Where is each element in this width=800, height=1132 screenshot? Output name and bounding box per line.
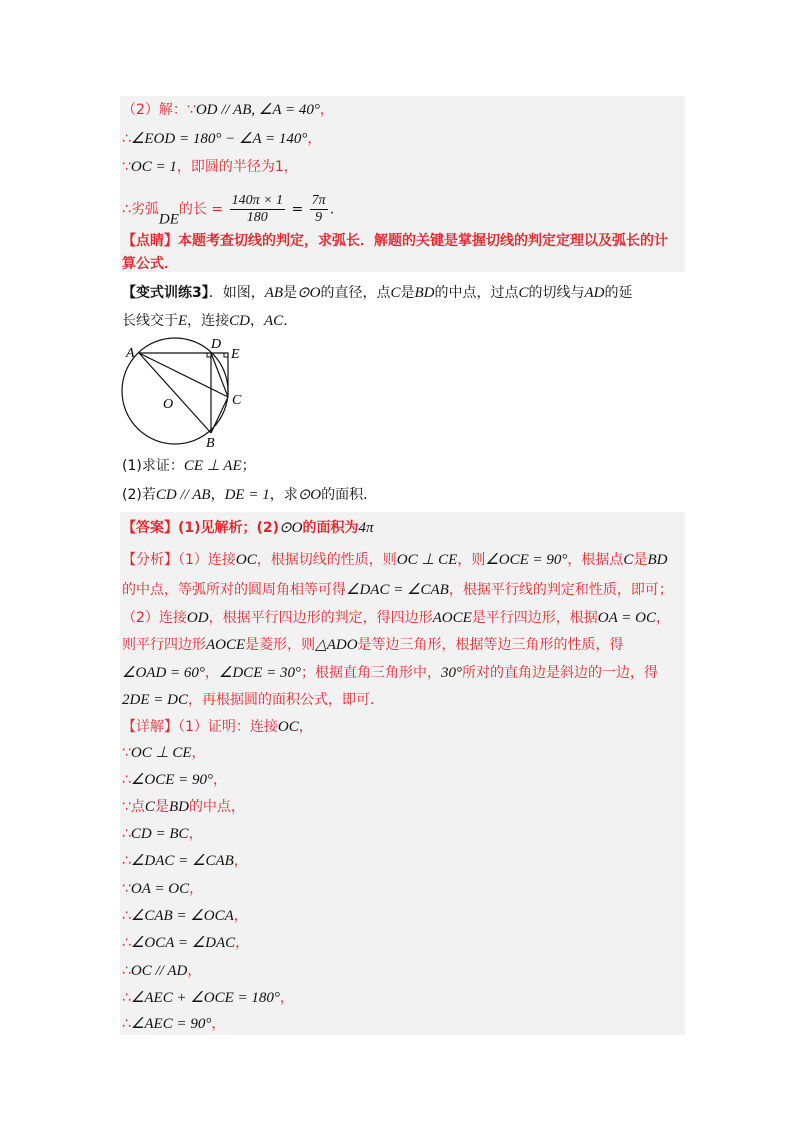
math-expression: 2DE = DC (122, 692, 188, 708)
label-d: D (211, 337, 222, 352)
text-segment: ，求 (269, 487, 298, 503)
text-segment: 的切线与 (528, 285, 585, 301)
text-segment: ， (307, 131, 322, 147)
math-expression: OC = 1 (130, 159, 177, 175)
text-line (122, 824, 203, 844)
math-expression: OC (277, 719, 299, 735)
text-segment: 是 (633, 552, 648, 568)
text-segment: ，根据平行线的判定和性质，即可； (448, 582, 673, 598)
text-segment: ， (188, 826, 203, 842)
text-segment: ∴ (122, 1016, 131, 1032)
text-segment: ，即圆的半径为1， (176, 159, 298, 175)
text-line (122, 635, 624, 655)
text-segment: ， (655, 610, 670, 626)
circle-o (122, 338, 228, 444)
text-segment: ， (211, 1016, 226, 1032)
fraction (310, 193, 328, 226)
text-line (122, 129, 321, 149)
math-expression: BD (647, 552, 668, 568)
fraction (230, 193, 285, 226)
text-segment: ， (210, 487, 225, 503)
text-segment: ， (233, 908, 248, 924)
text-line (122, 550, 667, 570)
text-segment: ，连接 (187, 313, 230, 329)
geometry-figure (118, 334, 248, 454)
text-segment: ∴ (122, 131, 131, 147)
text-segment: ∵点 (122, 799, 145, 815)
text-segment: ，根据点 (567, 552, 624, 568)
text-line (122, 933, 249, 953)
math-expression: C (144, 799, 155, 815)
text-segment: 的中点，过点 (434, 285, 519, 301)
math-expression: AB (264, 285, 284, 301)
math-expression: ∠DCE = 30° (218, 665, 301, 681)
text-segment: ∴劣弧 (122, 201, 159, 218)
math-expression: CD (229, 313, 251, 329)
text-line (122, 906, 248, 926)
text-segment: 的长 = (178, 201, 228, 218)
text-line (122, 717, 313, 737)
text-segment: ∴ (122, 908, 131, 924)
text-segment: ∴ (122, 963, 131, 979)
math-expression: ∠OCA = ∠DAC (130, 935, 236, 951)
text-segment: ∴ (122, 853, 131, 869)
text-segment: （2）解：∵ (122, 102, 196, 118)
math-expression: C (518, 285, 529, 301)
text-line (122, 157, 298, 177)
math-expression: DE = 1 (224, 487, 270, 503)
text-line (122, 608, 670, 628)
math-expression: ∠OAD = 60° (122, 665, 205, 681)
fraction-denominator: 180 (246, 210, 268, 225)
text-segment: 【变式训练3】 (122, 285, 209, 301)
label-o: O (163, 397, 174, 412)
text-segment: ， (235, 935, 250, 951)
text-line (122, 961, 201, 981)
text-segment: = (287, 201, 308, 218)
text-segment: ．如图， (208, 285, 265, 301)
text-segment: 是 (400, 285, 415, 301)
text-line (122, 690, 384, 710)
math-expression: ∠OCE = 90° (130, 772, 213, 788)
math-expression: AOCE (432, 610, 472, 626)
text-segment: ， (233, 853, 248, 869)
fraction-numerator: 140π × 1 (231, 193, 284, 208)
math-expression: ∠AEC = 90° (130, 1016, 212, 1032)
text-segment: ， (187, 963, 202, 979)
text-segment: 【详解】（1）证明：连接 (122, 719, 278, 735)
text-line (122, 797, 245, 817)
text-line (122, 663, 658, 683)
math-expression: OA = OC (597, 610, 656, 626)
text-line (122, 311, 297, 331)
label-c: C (232, 393, 242, 408)
text-segment: 长线交于 (122, 313, 178, 329)
text-line (122, 580, 673, 600)
math-expression: ∠AEC + ∠OCE = 180° (130, 990, 280, 1006)
text-segment: 是菱形，则 (245, 637, 316, 653)
text-segment: ∴ (122, 935, 131, 951)
label-a: A (126, 346, 135, 361)
math-expression: OC (235, 552, 257, 568)
text-line (122, 231, 668, 251)
math-expression: BD (168, 799, 189, 815)
text-line (122, 485, 377, 505)
math-expression: E (178, 313, 188, 329)
text-segment: ． (283, 313, 298, 329)
text-line (122, 770, 227, 790)
text-line (122, 851, 248, 871)
math-expression: OA = OC (130, 881, 190, 897)
text-segment: ， (213, 772, 227, 788)
math-expression: ∠OCE = 90° (485, 552, 568, 568)
text-segment: ， (204, 665, 219, 681)
text-line (122, 1014, 225, 1034)
math-expression: 4π (358, 520, 374, 536)
text-segment: ，则 (457, 552, 486, 568)
text-segment: 的中点， (188, 799, 245, 815)
text-segment: 是 (283, 285, 298, 301)
math-expression: OC // AD (130, 963, 188, 979)
math-expression: CD // AB (155, 487, 211, 503)
text-segment: 是平行四边形，根据 (471, 610, 598, 626)
math-expression: ⊙O (297, 487, 322, 503)
math-expression: OC ⊥ CE (396, 552, 458, 568)
text-segment: 【分析】（1）连接 (122, 552, 236, 568)
text-segment: 所对的直角边是斜边的一边，得 (461, 665, 658, 681)
text-segment: 【点睛】本题考查切线的判定，求弧长．解题的关键是掌握切线的判定定理以及弧长的计 (122, 233, 668, 249)
text-segment: 的直径，点 (320, 285, 391, 301)
text-segment: ∴ (122, 826, 131, 842)
text-line (122, 283, 633, 303)
text-segment: (2)若 (122, 487, 156, 503)
math-expression: ⊙O (279, 520, 303, 536)
label-b: B (206, 436, 215, 451)
text-segment: ；根据直角三角形中， (300, 665, 441, 681)
math-expression: ∠DAC = ∠CAB (346, 582, 449, 598)
text-segment: ∵ (122, 881, 131, 897)
text-segment: ， (298, 719, 313, 735)
text-segment: ，再根据圆的面积公式，即可． (187, 692, 384, 708)
text-segment: 的延 (604, 285, 633, 301)
text-segment: 的中点，等弧所对的圆周角相等可得 (122, 582, 346, 598)
math-expression: AC (264, 313, 284, 329)
text-segment: ，根据切线的性质，则 (256, 552, 397, 568)
math-expression: CE ⊥ AE (183, 458, 242, 474)
text-segment: ， (189, 881, 204, 897)
text-segment: . (329, 201, 335, 218)
text-segment: 【答案】(1)见解析；(2) (122, 520, 280, 536)
text-segment: 的面积为 (302, 520, 359, 536)
math-expression: ⊙O (297, 285, 321, 301)
math-expression: AD (584, 285, 605, 301)
text-line (122, 743, 206, 763)
math-expression: CD = BC (130, 826, 189, 842)
text-line (122, 193, 334, 230)
math-expression: DE (158, 211, 179, 228)
text-line (122, 879, 203, 899)
text-segment: ， (319, 102, 334, 118)
math-expression: C (623, 552, 634, 568)
segment-cb (211, 397, 228, 433)
math-expression: ∠EOD = 180° − ∠A = 140° (130, 131, 308, 147)
math-expression: ∠DAC = ∠CAB (130, 853, 234, 869)
text-segment: ， (279, 990, 294, 1006)
segment-ac (139, 353, 228, 397)
text-line (122, 456, 256, 476)
text-segment: 是等边三角形，根据等边三角形的性质，得 (357, 637, 624, 653)
math-expression: ∠CAB = ∠OCA (130, 908, 234, 924)
math-expression: BD (414, 285, 435, 301)
text-segment: ， (250, 313, 265, 329)
text-segment: ； (241, 458, 256, 474)
text-segment: (1)求证： (122, 458, 184, 474)
math-expression: OD // AB, ∠A = 40° (195, 102, 320, 118)
math-expression: C (390, 285, 401, 301)
fraction-numerator: 7π (311, 193, 326, 208)
text-segment: ∵ (122, 745, 131, 761)
text-line (122, 100, 334, 120)
math-expression: OC ⊥ CE (130, 745, 192, 761)
text-segment: （2）连接 (122, 610, 187, 626)
text-segment: ，根据平行四边形的判定，得四边形 (208, 610, 433, 626)
text-segment: 算公式． (122, 256, 178, 272)
fraction-denominator: 9 (315, 210, 323, 225)
text-segment: ∴ (122, 990, 131, 1006)
math-expression: OD (186, 610, 209, 626)
text-line (122, 988, 294, 1008)
math-expression: AOCE (206, 637, 246, 653)
text-segment: 则平行四边形 (122, 637, 206, 653)
text-segment: 是 (154, 799, 169, 815)
text-segment: 的面积． (321, 487, 378, 503)
text-line (122, 518, 374, 538)
text-segment: ∵ (122, 159, 131, 175)
text-line (122, 254, 178, 274)
text-segment: ， (191, 745, 206, 761)
math-expression: 30° (440, 665, 462, 681)
label-e: E (231, 347, 240, 362)
segment-ab (139, 353, 211, 433)
math-expression: △ADO (315, 637, 358, 653)
text-segment: ∴ (122, 772, 131, 788)
